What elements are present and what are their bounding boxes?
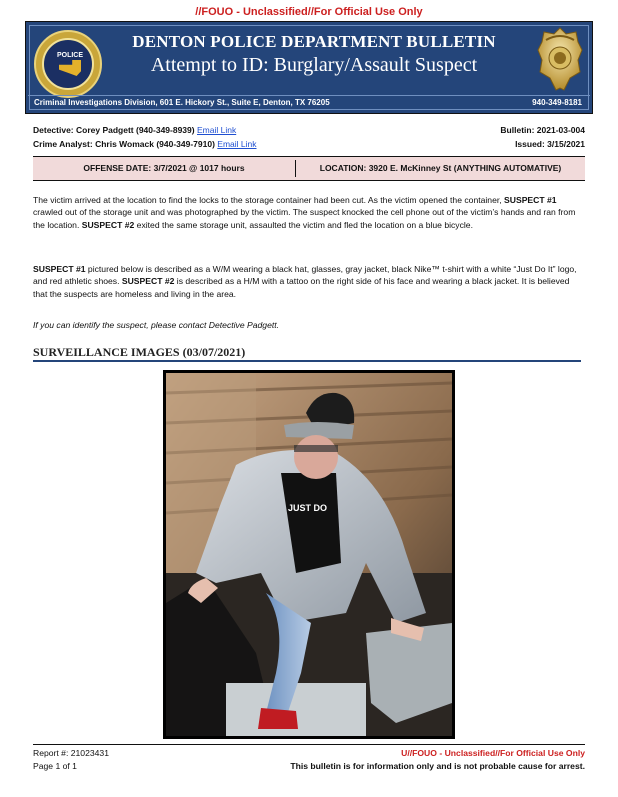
suspect-1-desc-label: SUSPECT #1 bbox=[33, 264, 86, 274]
suspect-image bbox=[166, 373, 452, 736]
suspect-2-desc-label: SUSPECT #2 bbox=[121, 276, 175, 287]
narrative-paragraph bbox=[33, 194, 585, 231]
description-paragraph bbox=[33, 263, 585, 300]
contact-instruction: If you can identify the suspect, please contact Detective Padgett. bbox=[33, 320, 280, 330]
bulletin-header bbox=[25, 21, 593, 114]
shirt-logo-text: JUST DO bbox=[288, 503, 328, 513]
police-badge-icon bbox=[536, 26, 584, 94]
issued-date: Issued: 3/15/2021 bbox=[515, 139, 585, 149]
analyst-email-link[interactable]: Email Link bbox=[217, 139, 257, 149]
police-seal-icon bbox=[34, 30, 102, 98]
seal-word: POLICE bbox=[56, 52, 84, 59]
top-classification: //FOUO - Unclassified//For Official Use Only bbox=[195, 6, 423, 18]
bulletin-number: Bulletin: 2021-03-004 bbox=[500, 125, 585, 135]
analyst-row bbox=[33, 139, 585, 153]
detective-info bbox=[33, 125, 236, 135]
header-info-bar bbox=[28, 95, 590, 111]
division-address: Criminal Investigations Division, 601 E. Hickory St., Suite E, Denton, TX 76205 bbox=[34, 98, 330, 107]
analyst-label: Crime Analyst: bbox=[33, 139, 93, 149]
page-number: Page 1 of 1 bbox=[33, 761, 77, 771]
texas-shape-icon bbox=[59, 60, 81, 76]
division-phone: 940-349-8181 bbox=[532, 98, 582, 107]
detective-email-link[interactable]: Email Link bbox=[196, 125, 237, 135]
suspect-2-label: SUSPECT #2 bbox=[81, 219, 135, 230]
surveillance-title: SURVEILLANCE IMAGES (03/07/2021) bbox=[33, 345, 246, 359]
detective-value: Corey Padgett (940-349-8939) bbox=[76, 125, 195, 135]
offense-date: OFFENSE DATE: 3/7/2021 @ 1017 hours bbox=[83, 163, 245, 173]
suspect-1-description: pictured below is described as a W/M wearing a black hat, glasses, gray jacket, black Nike™ t-shirt with a white “Just Do It” logo, and red athletic shoes. bbox=[33, 264, 577, 287]
surveillance-photo bbox=[163, 370, 455, 739]
seal-ring bbox=[42, 38, 94, 90]
suspect-2-description: is described as a H/M with a tattoo on the right side of his face and wearing a black jacket. It is believed that the suspects are homeless and living in the area. bbox=[33, 276, 570, 299]
footer-rule bbox=[33, 744, 585, 745]
narrative-text-3: exited the same storage unit, assaulted the victim and fled the location on a blue bicycle. bbox=[134, 219, 473, 230]
analyst-info bbox=[33, 139, 257, 149]
report-number: Report #: 21023431 bbox=[33, 748, 109, 758]
contact-meta bbox=[33, 125, 585, 153]
suspect-1-label: SUSPECT #1 bbox=[504, 195, 557, 205]
surveillance-rule bbox=[33, 360, 581, 362]
footer-classification: U//FOUO - Unclassified//For Official Use Only bbox=[401, 748, 585, 758]
narrative-text-2: crawled out of the storage unit and was photographed by the victim. The suspect knocked the cell phone out of the victim’s hands and ran from the location. bbox=[33, 207, 576, 230]
bulletin-title: DENTON POLICE DEPARTMENT BULLETIN bbox=[132, 32, 496, 51]
offense-location: LOCATION: 3920 E. McKinney St (ANYTHING AUTOMATIVE) bbox=[319, 163, 562, 173]
offense-box bbox=[33, 156, 585, 181]
detective-row bbox=[33, 125, 585, 139]
analyst-value: Chris Womack (940-349-7910) bbox=[95, 139, 215, 149]
bulletin-subtitle: Attempt to ID: Burglary/Assault Suspect bbox=[150, 54, 478, 76]
narrative-text-1: The victim arrived at the location to find the locks to the storage container had been cut. As the victim opened the container, bbox=[33, 195, 505, 205]
footer-disclaimer: This bulletin is for information only and is not probable cause for arrest. bbox=[290, 761, 585, 771]
detective-label: Detective: bbox=[33, 125, 74, 135]
